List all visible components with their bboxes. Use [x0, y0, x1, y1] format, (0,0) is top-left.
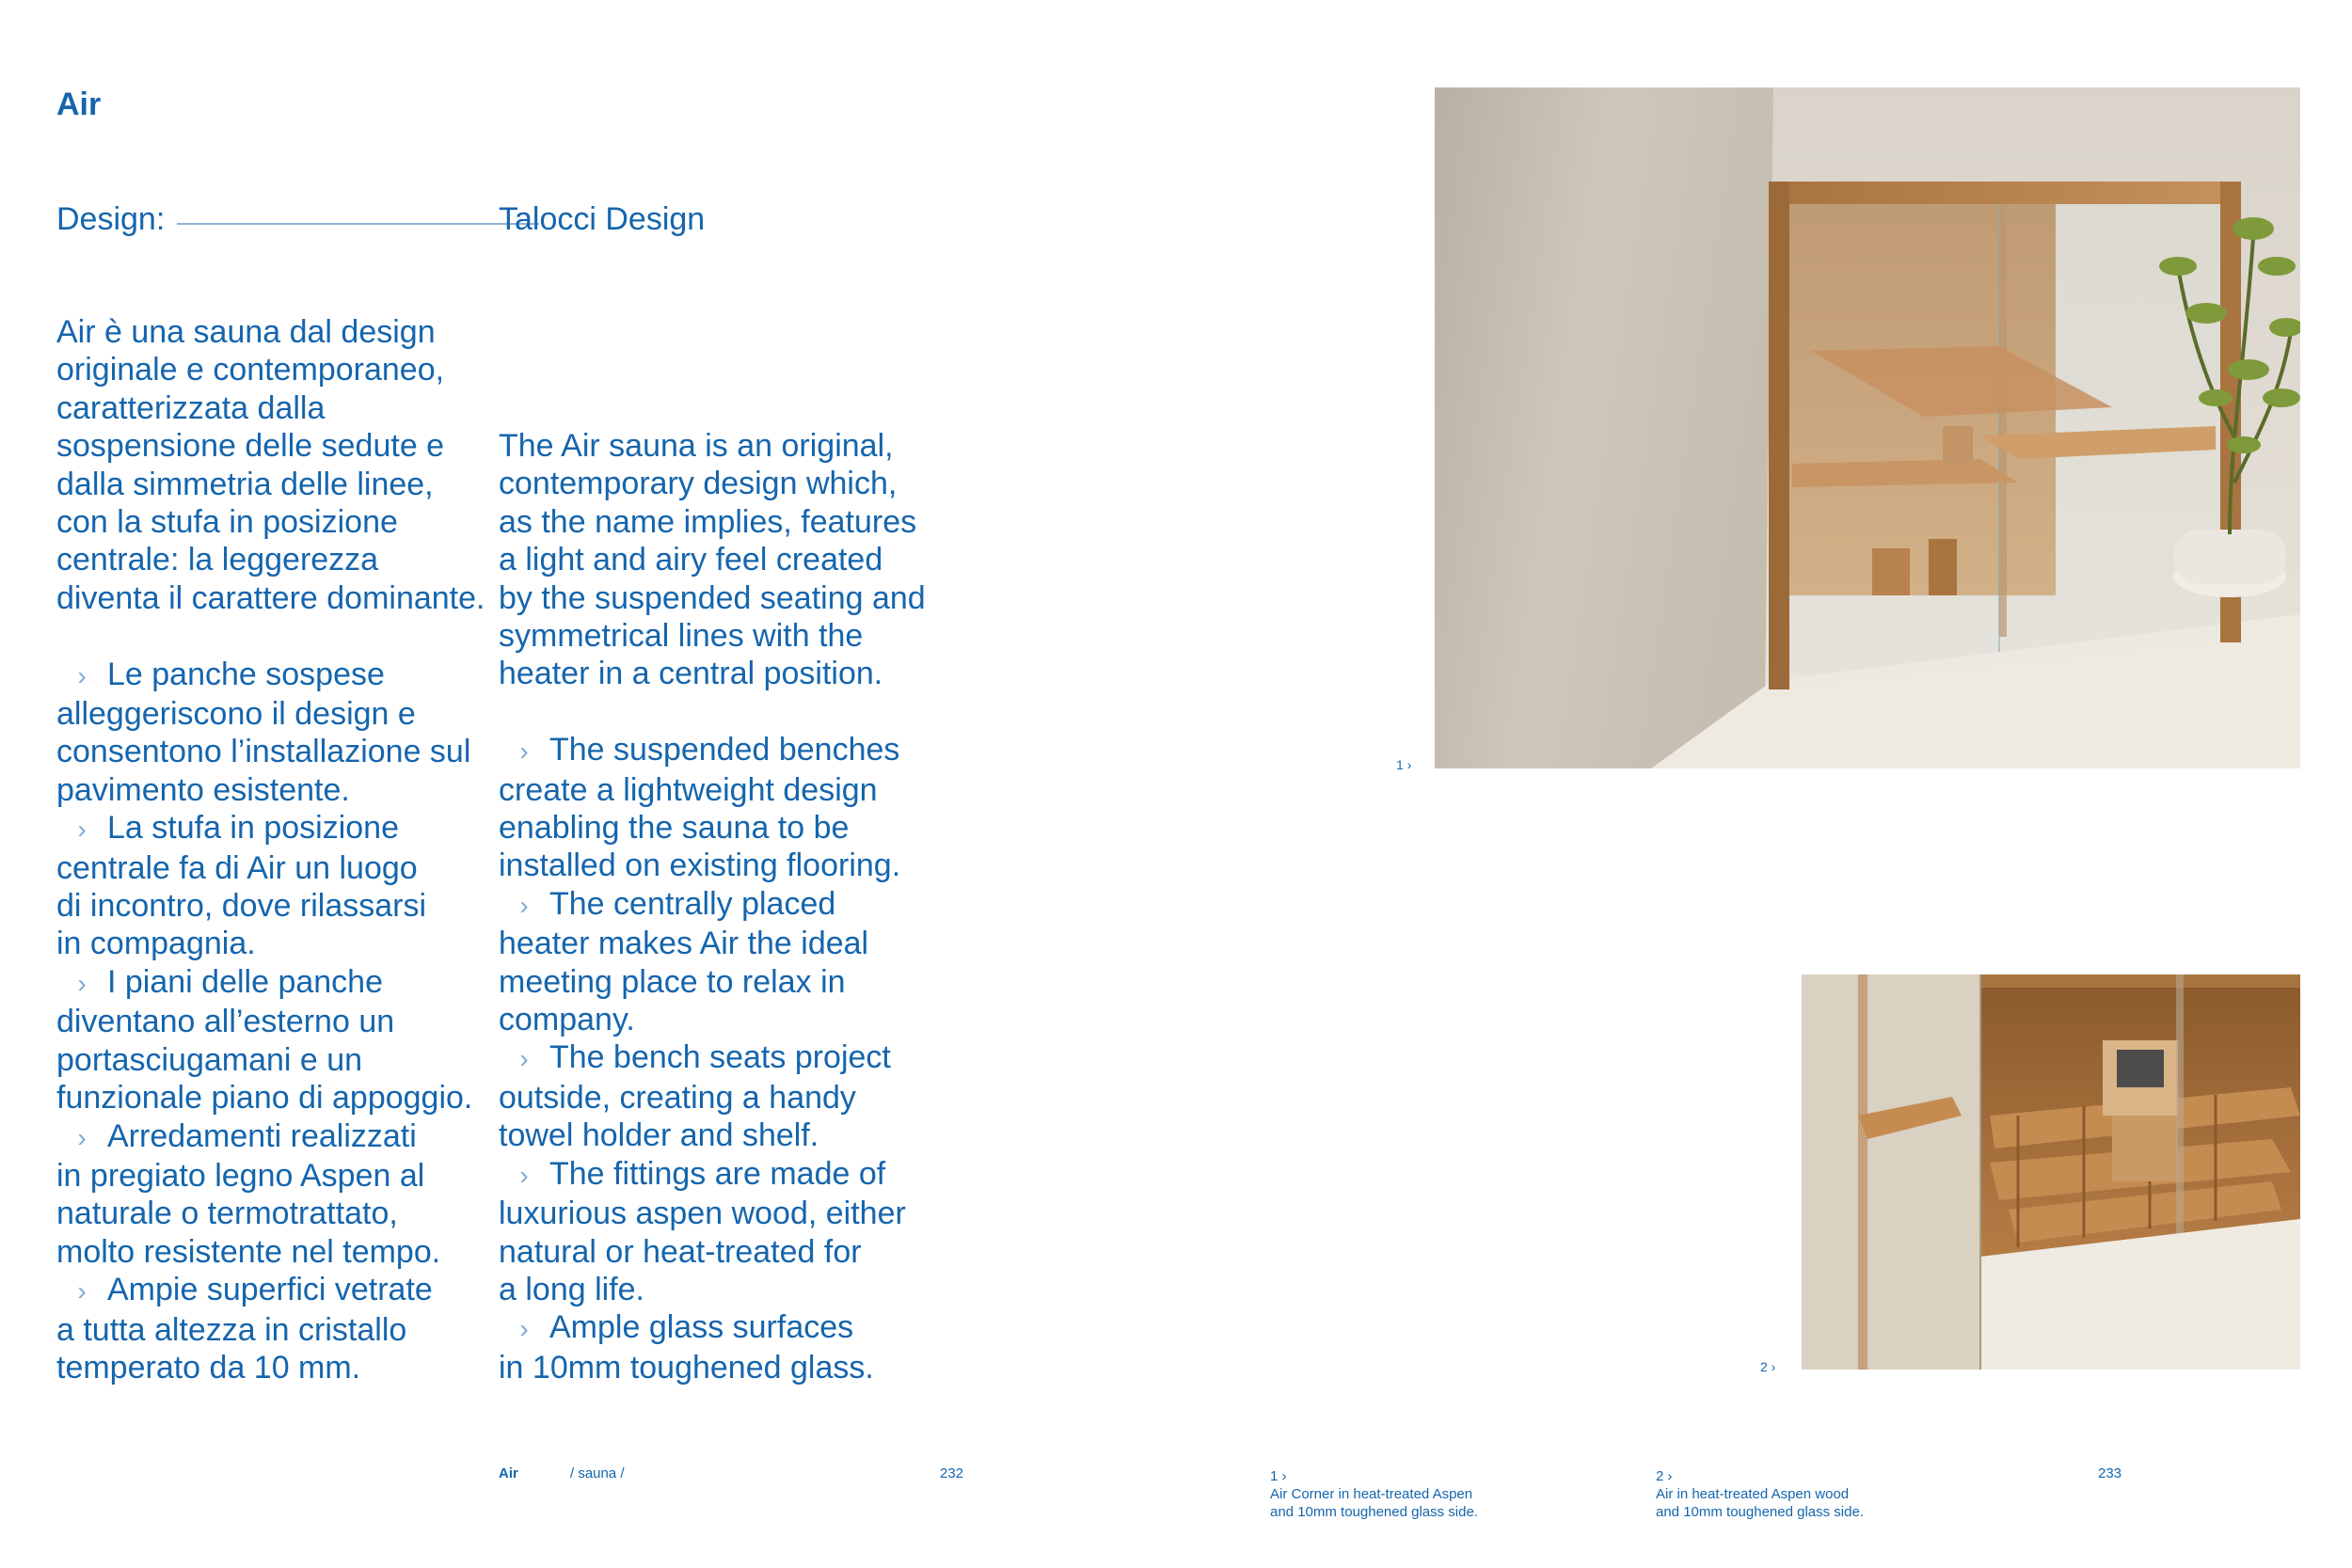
text-line: installed on existing flooring.: [499, 847, 901, 884]
caption-line: Air in heat-treated Aspen wood: [1656, 1486, 1850, 1502]
text-line: heater in a central position.: [499, 656, 883, 692]
text-line: dalla simmetria delle linee,: [56, 466, 434, 502]
english-bullet-item: [499, 1038, 926, 1154]
italian-intro-paragraph: [56, 313, 485, 617]
chevron-right-icon: ›: [77, 815, 87, 845]
text-line: sospensione delle sedute e: [56, 428, 445, 465]
english-intro-paragraph: [499, 427, 926, 693]
text-line: di incontro, dove rilassarsi: [56, 888, 427, 925]
text-line: La stufa in posizione: [107, 810, 399, 847]
page-title: Air: [56, 87, 102, 122]
text-line: The fittings are made of: [549, 1155, 886, 1192]
text-line: centrale: la leggerezza: [56, 542, 379, 578]
text-line: temperato da 10 mm.: [56, 1349, 361, 1386]
design-label: Design:: [56, 201, 166, 237]
page-number-left: 232: [940, 1465, 964, 1481]
text-line: Le panche sospese: [107, 656, 385, 692]
chevron-right-icon: ›: [77, 1276, 87, 1307]
italian-bullet-item: [56, 1117, 485, 1272]
text-line: diventa il carattere dominante.: [56, 579, 485, 616]
english-bullet-item: [499, 1308, 926, 1386]
text-line: funzionale piano di appoggio.: [56, 1080, 473, 1117]
caption-marker: 2 ›: [1656, 1468, 1673, 1484]
text-line: portasciugamani e un: [56, 1041, 363, 1078]
text-line: molto resistente nel tempo.: [56, 1233, 441, 1270]
caption-line: Air Corner in heat-treated Aspen: [1270, 1486, 1473, 1502]
english-bullet-item: [499, 885, 926, 1039]
chevron-right-icon: ›: [519, 890, 529, 920]
text-line: a tutta altezza in cristallo: [56, 1311, 407, 1348]
design-credit: [56, 198, 771, 245]
text-line: in compagnia.: [56, 926, 256, 962]
text-line: Ample glass surfaces: [549, 1309, 854, 1346]
caption-line: and 10mm toughened glass side.: [1656, 1504, 1864, 1520]
chevron-right-icon: ›: [519, 736, 529, 767]
caption-marker: 1 ›: [1270, 1468, 1287, 1484]
text-line: outside, creating a handy: [499, 1079, 856, 1116]
italian-bullet-item: [56, 656, 485, 810]
text-line: consentono l’installazione sul: [56, 734, 471, 770]
text-line: meeting place to relax in: [499, 963, 846, 1000]
text-line: The Air sauna is an original,: [499, 428, 894, 464]
text-line: alleggeriscono il design e: [56, 696, 416, 733]
english-bullet-item: [499, 1155, 926, 1309]
caption-figure-2: [1656, 1467, 1864, 1521]
text-line: originale e contemporaneo,: [56, 352, 445, 388]
text-line: heater makes Air the ideal: [499, 926, 869, 962]
text-line: pavimento esistente.: [56, 771, 350, 808]
chevron-right-icon: ›: [77, 968, 87, 998]
text-line: contemporary design which,: [499, 466, 898, 502]
text-line: centrale fa di Air un luogo: [56, 849, 418, 886]
text-line: a light and airy feel created: [499, 542, 883, 578]
text-line: con la stufa in posizione: [56, 504, 398, 541]
text-line: a long life.: [499, 1271, 644, 1307]
text-line: in pregiato legno Aspen al: [56, 1157, 425, 1194]
footer-title: Air: [499, 1465, 518, 1481]
text-line: The suspended benches: [549, 732, 900, 768]
italian-bullet-item: [56, 963, 485, 1117]
text-line: create a lightweight design: [499, 771, 878, 808]
text-line: Air è una sauna dal design: [56, 314, 436, 350]
text-line: caratterizzata dalla: [56, 389, 326, 426]
text-line: The bench seats project: [549, 1039, 891, 1076]
text-line: towel holder and shelf.: [499, 1117, 819, 1154]
text-line: natural or heat-treated for: [499, 1233, 862, 1270]
text-line: enabling the sauna to be: [499, 810, 850, 847]
text-line: naturale o termotrattato,: [56, 1196, 398, 1232]
figure-1-marker: 1 ›: [1396, 757, 1412, 772]
design-value: Talocci Design: [499, 201, 706, 237]
figure-2-marker: 2 ›: [1760, 1359, 1776, 1374]
design-divider-line: [177, 223, 539, 225]
text-line: Ampie superfici vetrate: [107, 1272, 433, 1308]
photo-sauna-corner: [1435, 87, 2300, 768]
text-line: as the name implies, features: [499, 503, 917, 540]
chevron-right-icon: ›: [519, 1044, 529, 1074]
english-text-column: [499, 427, 926, 1386]
photo-sauna-interior: [1802, 974, 2300, 1370]
chevron-right-icon: ›: [77, 660, 87, 690]
italian-text-column: [56, 313, 485, 1386]
text-line: symmetrical lines with the: [499, 618, 864, 655]
chevron-right-icon: ›: [77, 1122, 87, 1152]
text-line: diventano all’esterno un: [56, 1004, 395, 1040]
footer-section: / sauna /: [570, 1465, 625, 1481]
italian-bullet-item: [56, 809, 485, 963]
text-line: I piani delle panche: [107, 963, 384, 1000]
text-line: by the suspended seating and: [499, 579, 926, 616]
text-line: Arredamenti realizzati: [107, 1117, 417, 1154]
chevron-right-icon: ›: [519, 1160, 529, 1190]
text-line: company.: [499, 1002, 635, 1038]
english-bullet-item: [499, 731, 926, 885]
text-line: The centrally placed: [549, 885, 836, 922]
text-line: in 10mm toughened glass.: [499, 1349, 874, 1386]
caption-line: and 10mm toughened glass side.: [1270, 1504, 1478, 1520]
page-number-right: 233: [2098, 1465, 2122, 1481]
italian-bullet-item: [56, 1271, 485, 1386]
chevron-right-icon: ›: [519, 1314, 529, 1344]
text-line: luxurious aspen wood, either: [499, 1196, 906, 1232]
caption-figure-1: [1270, 1467, 1478, 1521]
